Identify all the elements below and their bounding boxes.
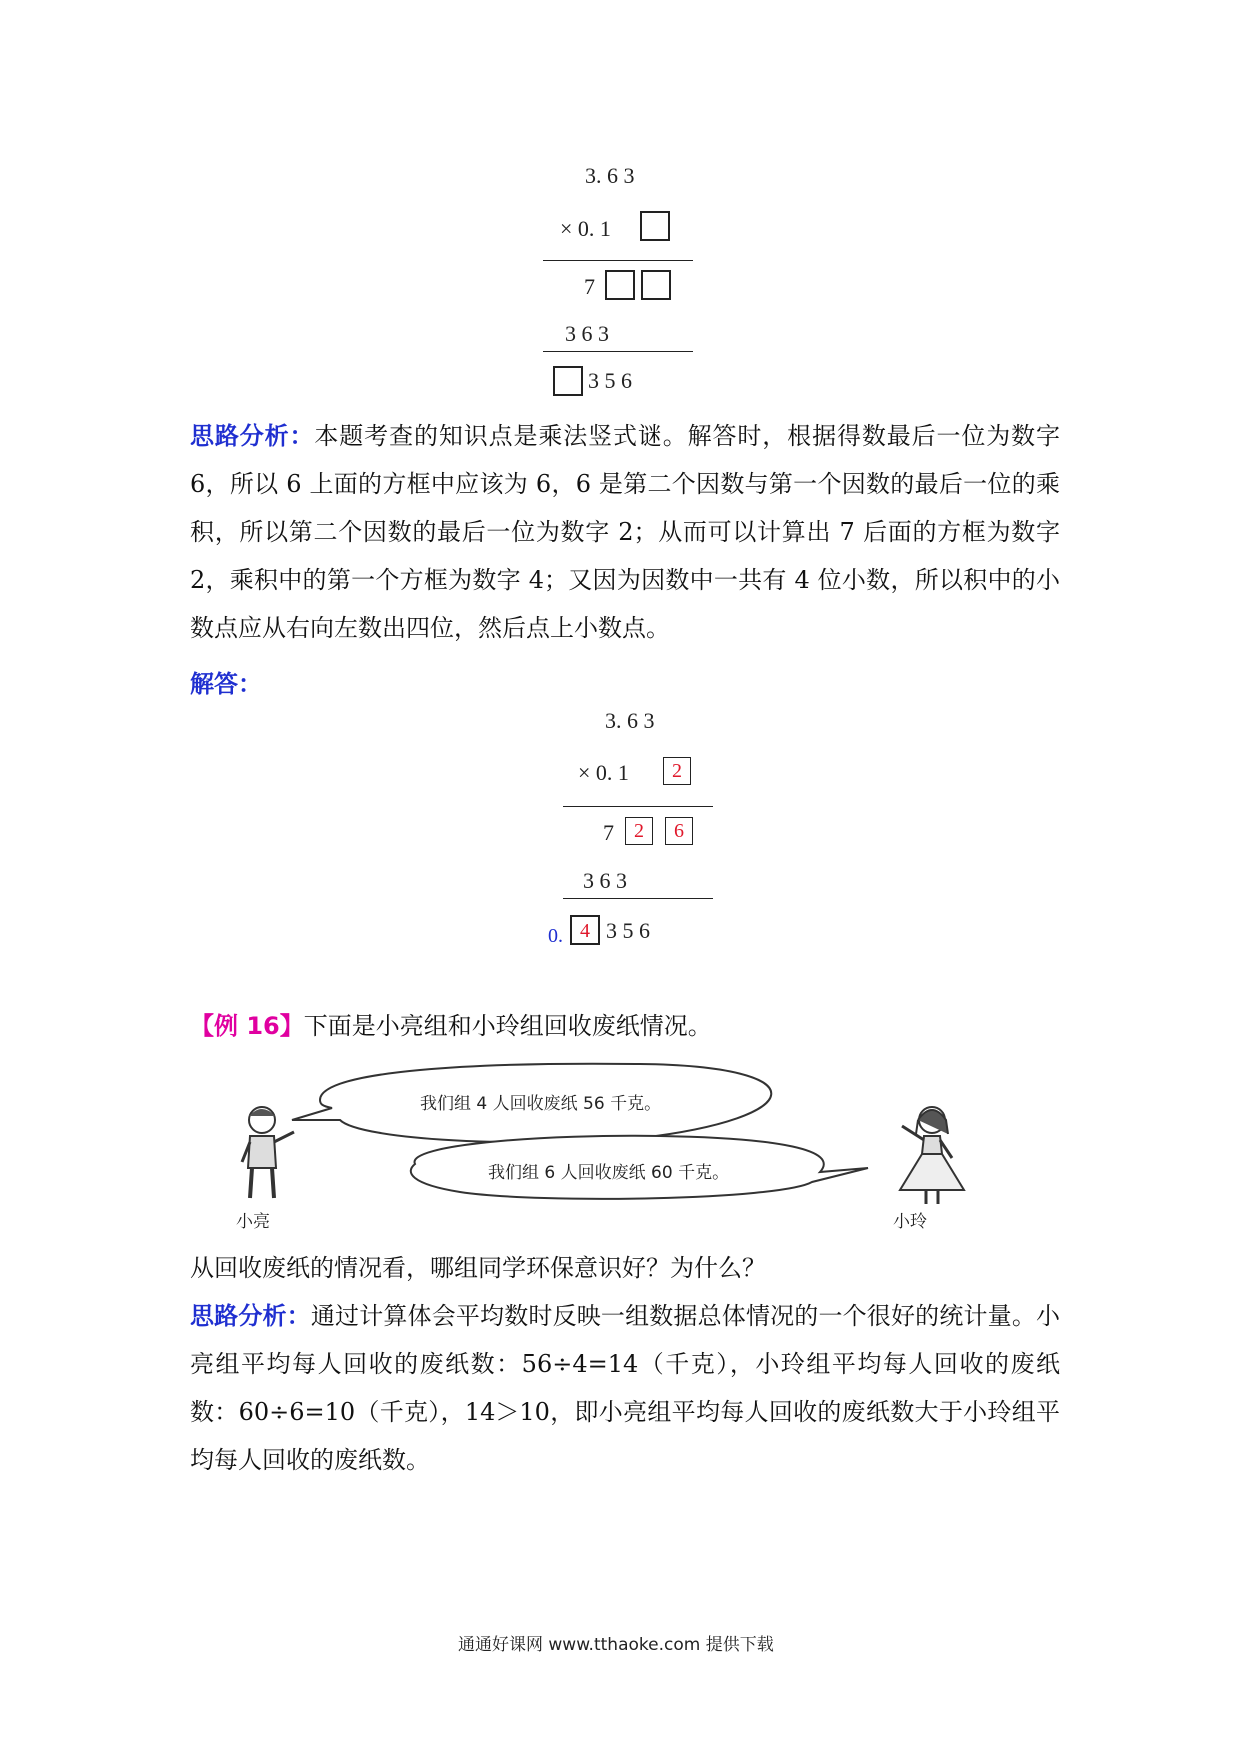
question: 从回收废纸的情况看，哪组同学环保意识好？为什么？ [190, 1254, 766, 1282]
puzzle-row1: 3. 6 3 [585, 163, 635, 188]
analysis-paragraph-2 [190, 1292, 1060, 1484]
blank-box [640, 211, 670, 241]
divider-line [543, 351, 693, 352]
divider-line [543, 260, 693, 261]
decimal-prefix: 0. [548, 925, 563, 947]
girl-figure [880, 1102, 980, 1207]
divider-line [563, 898, 713, 899]
answer-box: 6 [665, 817, 693, 845]
boy-name: 小亮 [236, 1212, 270, 1232]
blank-box [553, 366, 583, 396]
puzzle-row3-digit: 7 [584, 274, 595, 299]
puzzle-row4: 3 6 3 [565, 321, 609, 346]
bubble-top-text: 我们组 4 人回收废纸 56 千克。 [420, 1094, 662, 1114]
bubble-bottom-text: 我们组 6 人回收废纸 60 千克。 [488, 1163, 730, 1183]
example-text: 下面是小亮组和小玲组回收废纸情况。 [303, 1012, 712, 1040]
answer-row3-digit: 7 [603, 820, 614, 845]
example-heading [190, 1002, 712, 1050]
analysis-paragraph-1 [190, 412, 1060, 652]
answer-box: 4 [570, 915, 600, 945]
answer-box: 2 [625, 817, 653, 845]
girl-name: 小玲 [893, 1212, 927, 1232]
boy-figure [232, 1102, 322, 1202]
answer-label: 解答： [190, 670, 262, 698]
answer-box: 2 [663, 757, 691, 785]
page-footer: 通通好课网 www.tthaoke.com 提供下载 [458, 1635, 774, 1655]
analysis-label: 思路分析： [190, 1302, 311, 1330]
blank-box [605, 270, 635, 300]
puzzle-row5: 3 5 6 [588, 368, 632, 393]
puzzle-row2: × 0. 1 [560, 216, 611, 241]
answer-heading [190, 660, 262, 708]
example-label: 【例 16】 [190, 1012, 304, 1040]
answer-row1: 3. 6 3 [605, 708, 655, 733]
blank-box [641, 270, 671, 300]
answer-row4: 3 6 3 [583, 868, 627, 893]
answer-row2: × 0. 1 [578, 760, 629, 785]
analysis-text: 通过计算体会平均数时反映一组数据总体情况的一个很好的统计量。小亮组平均每人回收的废纸数：56÷4=14（千克），小玲组平均每人回收的废纸数：60÷6=10（千克），14＞10，即小亮组平均每人回收的废纸数大于小玲组平均每人回收的废纸数。 [190, 1302, 1060, 1474]
divider-line [563, 806, 713, 807]
analysis-text: 本题考查的知识点是乘法竖式谜。解答时，根据得数最后一位为数字 6，所以 6 上面的方框中应该为 6，6 是第二个因数与第一个因数的最后一位的乘积，所以第二个因数的最后一位为数字 2；从而可以计算出 7 后面的方框为数字 2，乘积中的第一个方框为数字 4；又因为因数中一共有 4 位小数，所以积中的小数点应从右向左数出四位，然后点上小数点。 [190, 422, 1061, 642]
answer-row5: 3 5 6 [606, 918, 650, 943]
analysis-label: 思路分析： [190, 422, 315, 450]
